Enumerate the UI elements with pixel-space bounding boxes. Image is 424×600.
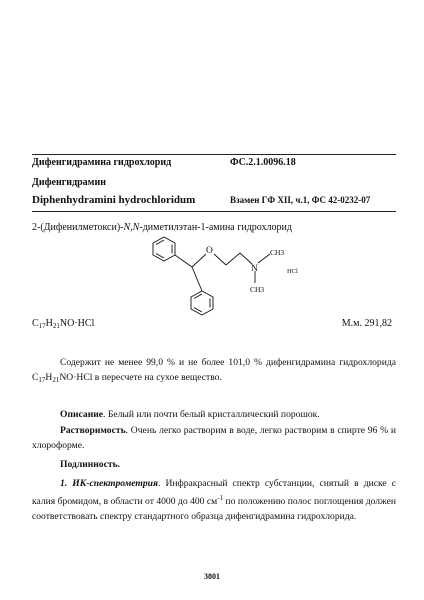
identity-heading: [32, 457, 396, 472]
substance-name-ru: Дифенгидрамина гидрохлорид: [32, 157, 172, 168]
chemical-name-suffix: -диметилэтан-1-амина гидрохлорид: [139, 222, 292, 233]
solubility-text: . Очень легко растворим в воде, легко растворим в спирте 96 % и хлороформе.: [32, 425, 396, 451]
solubility-paragraph: [32, 423, 396, 453]
chemical-name-nn: N,N: [123, 222, 140, 233]
content-text-1: Содержит не менее 99,0 % и не более 101,0 % дифенгидрамина гидрохлорида C: [32, 357, 396, 383]
description-text: . Белый или почти белый кристаллический порошок.: [103, 409, 320, 420]
fs-code: ФС.2.1.0096.18: [230, 157, 296, 168]
formula-rest: NO·HCl: [59, 318, 95, 329]
content-h-count: 21: [52, 376, 60, 384]
formula-c: C: [32, 318, 39, 329]
methyl-bottom: CH3: [250, 285, 265, 294]
solubility-label: Растворимость: [60, 425, 126, 436]
description-label: Описание: [60, 409, 104, 420]
ir-superscript: -1: [217, 494, 224, 502]
atom-nitrogen: N: [251, 264, 258, 274]
description-paragraph: [32, 407, 396, 422]
content-h: H: [45, 372, 53, 383]
header-top-rule: [32, 154, 396, 155]
identity-label: Подлинность.: [60, 459, 121, 470]
header-row-3: [32, 194, 396, 206]
structural-formula: [138, 232, 310, 324]
chemical-name-prefix: 2-(Дифенилметокси)-: [32, 222, 124, 233]
header-row-1: [32, 157, 396, 168]
ir-paragraph: [32, 476, 396, 524]
ir-text-2: по положению полос поглощения должен соответствовать спектру стандартного образца дифенгидрамина гидрохлорида.: [32, 496, 396, 523]
substance-name-latin: Diphenhydramini hydrochloridum: [32, 194, 196, 206]
substance-name-ru-short: Дифенгидрамин: [32, 177, 107, 188]
content-c-count: 17: [38, 376, 46, 384]
replaces-note: Взамен ГФ XII, ч.1, ФС 42-0232-07: [230, 195, 371, 205]
formula-h: H: [45, 318, 53, 329]
ir-text-1: . Инфракрасный спектр субстанции, снятый в диске с калия бромидом, в области от 4000 до 400 см: [32, 478, 397, 508]
formula-h-count: 21: [52, 322, 60, 330]
phenyl-ring-upper: [153, 237, 175, 261]
molar-mass: М.м. 291,82: [341, 318, 392, 329]
phenyl-ring-lower: [191, 291, 213, 315]
page-number: 3801: [204, 572, 220, 581]
molecular-formula: [32, 318, 94, 329]
content-text-2: NO·HCl в пересчете на сухое вещество.: [59, 372, 222, 383]
ir-label: 1. ИК-спектрометрия: [60, 478, 158, 489]
formula-c-count: 17: [38, 322, 46, 330]
hcl-label: HCl: [287, 268, 298, 275]
header-row-2: [32, 177, 396, 188]
atom-oxygen: O: [206, 246, 213, 256]
methyl-top: CH3: [270, 248, 285, 257]
content-paragraph: [32, 355, 396, 385]
header-bottom-rule: [32, 211, 396, 212]
